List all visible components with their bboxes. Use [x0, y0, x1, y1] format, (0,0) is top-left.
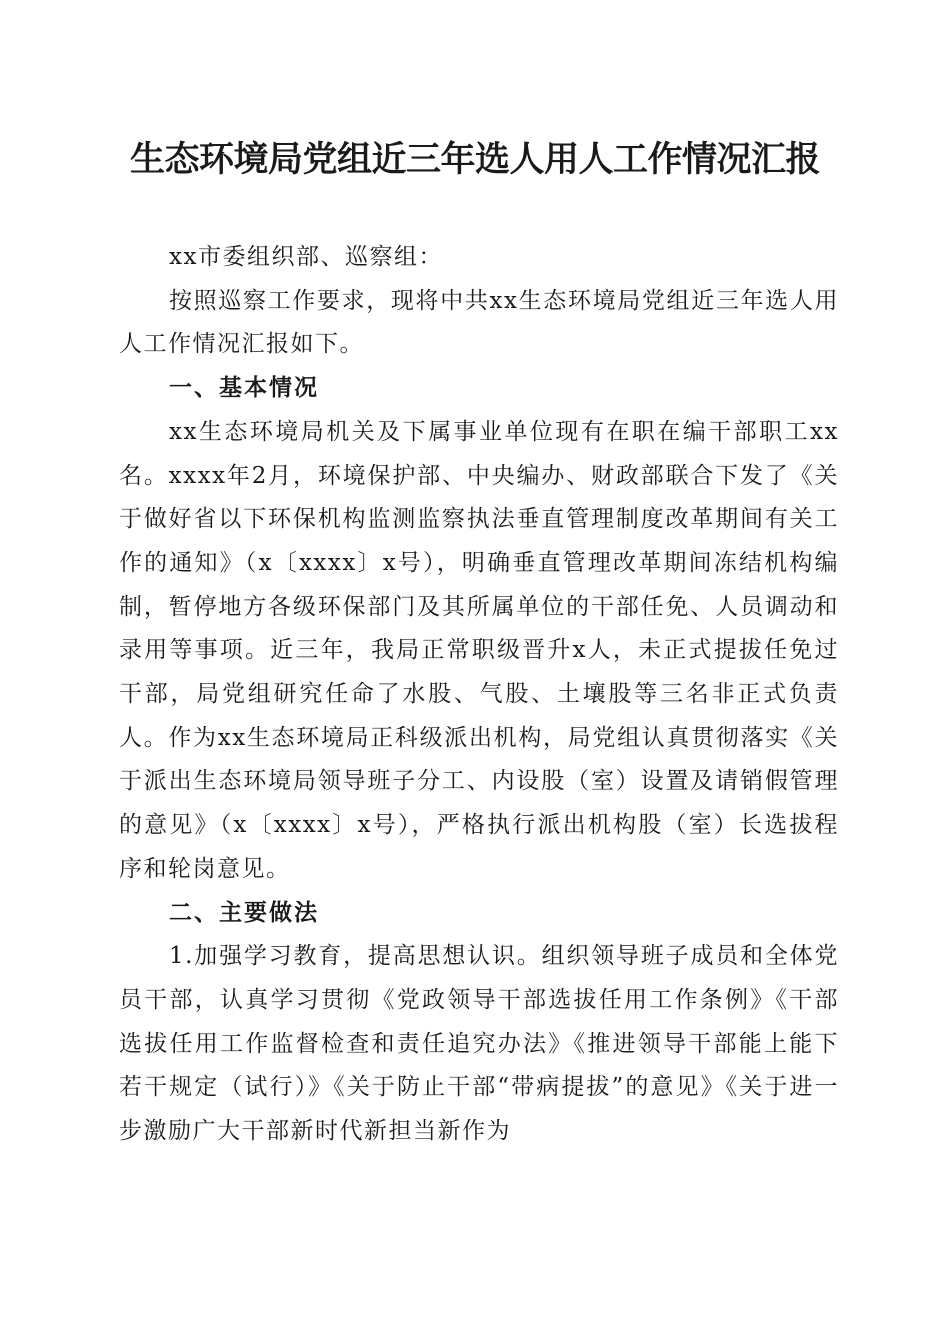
- document-body: [119, 236, 839, 1154]
- main-practices-item-1: 1.加强学习教育，提高思想认识。组织领导班子成员和全体党员干部，认真学习贯彻《党政领导干部选拔任用工作条例》《干部选拔任用工作监督检查和责任追究办法》《推进领导干部能上能下若干规定（试行）》《关于防止干部“带病提拔”的意见》《关于进一步激励广大干部新时代新担当新作为: [119, 943, 839, 1145]
- section-heading-basic-situation: 一、基本情况: [169, 375, 319, 402]
- section-heading-main-practices: 二、主要做法: [169, 899, 319, 926]
- intro-paragraph: 按照巡察工作要求，现将中共xx生态环境局党组近三年选人用人工作情况汇报如下。: [119, 287, 839, 358]
- document-title: 生态环境局党组近三年选人用人工作情况汇报: [129, 139, 820, 180]
- basic-situation-paragraph: xx生态环境局机关及下属事业单位现有在职在编干部职工xx名。xxxx年2月，环境保护部、中央编办、财政部联合下发了《关于做好省以下环保机构监测监察执法垂直管理制度改革期间有关工作的通知》（x〔xxxx〕x号），明确垂直管理改革期间冻结机构编制，暂停地方各级环保部门及其所属单位的干部任免、人员调动和录用等事项。近三年，我局正常职级晋升x人，未正式提拔任免过干部，局党组研究任命了水股、气股、土壤股等三名非正式负责人。作为xx生态环境局正科级派出机构，局党组认真贯彻落实《关于派出生态环境局领导班子分工、内设股（室）设置及请销假管理的意见》（x〔xxxx〕x号），严格执行派出机构股（室）长选拔程序和轮岗意见。: [119, 418, 839, 882]
- salutation: xx市委组织部、巡察组：: [169, 244, 443, 270]
